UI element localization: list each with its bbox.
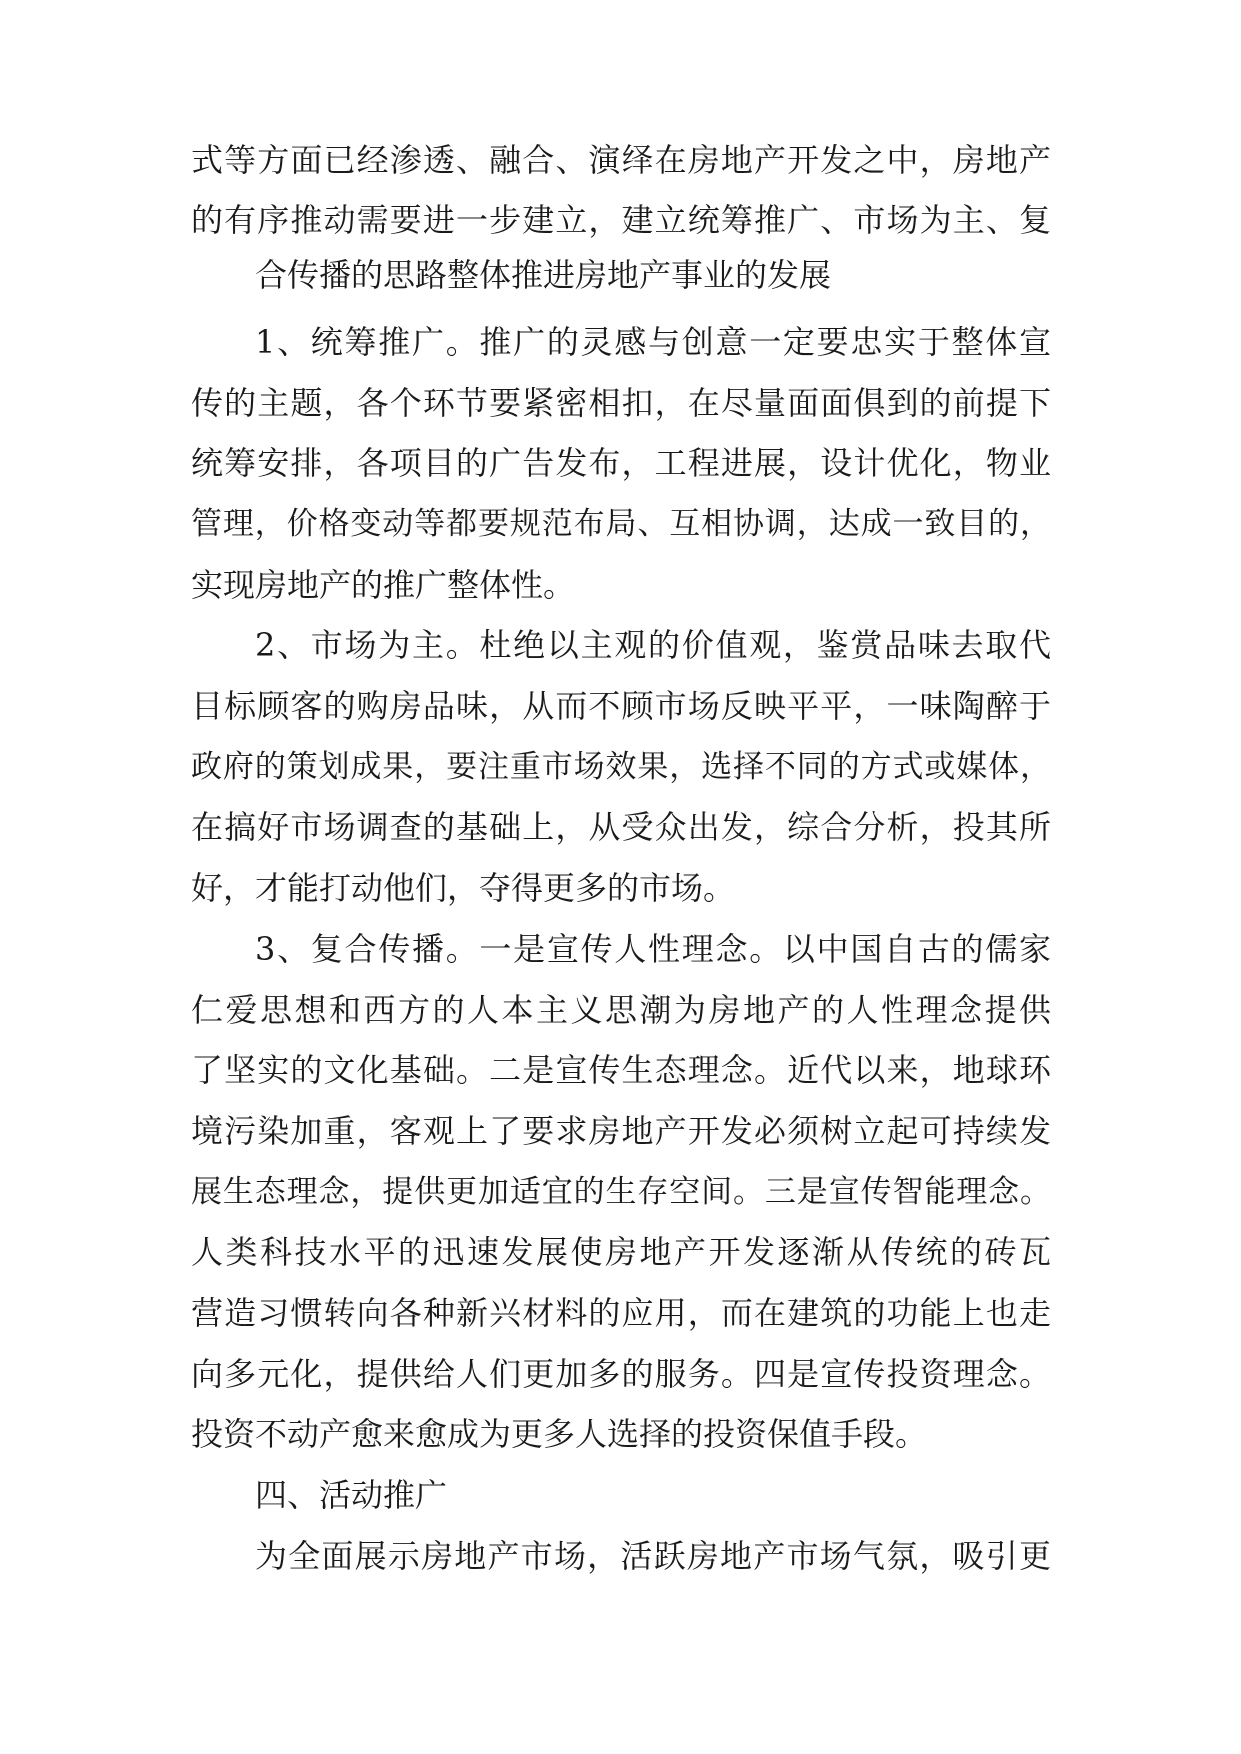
- text-line: 统筹安排，各项目的广告发布，工程进展，设计优化，物业: [191, 444, 1051, 482]
- text-line: 的有序推动需要进一步建立，建立统筹推广、市场为主、复: [191, 201, 1051, 239]
- text-line: 合传播的思路整体推进房地产事业的发展: [255, 256, 832, 294]
- text-line: 投资不动产愈来愈成为更多人选择的投资保值手段。: [191, 1415, 928, 1453]
- text-line: 向多元化，提供给人们更加多的服务。四是宣传投资理念。: [191, 1355, 1051, 1393]
- paragraph-heading: 2、市场为主。杜绝以主观的价值观，鉴赏品味去取代: [255, 626, 1051, 664]
- text-line: 营造习惯转向各种新兴材料的应用，而在建筑的功能上也走: [191, 1294, 1051, 1332]
- text-line: 好，才能打动他们，夺得更多的市场。: [191, 869, 736, 907]
- text-line: 在搞好市场调查的基础上，从受众出发，综合分析，投其所: [191, 808, 1051, 846]
- text-line: 实现房地产的推广整体性。: [191, 566, 576, 604]
- text-line: 了坚实的文化基础。二是宣传生态理念。近代以来，地球环: [191, 1051, 1051, 1089]
- section-heading: 四、活动推广: [255, 1476, 448, 1514]
- text-line: 传的主题，各个环节要紧密相扣，在尽量面面俱到的前提下: [191, 384, 1051, 422]
- text-line: 仁爱思想和西方的人本主义思潮为房地产的人性理念提供: [191, 991, 1051, 1029]
- text-line: 管理，价格变动等都要规范布局、互相协调，达成一致目的，: [191, 506, 1051, 542]
- paragraph-heading: 1、统筹推广。推广的灵感与创意一定要忠实于整体宣: [255, 323, 1051, 361]
- text-line: 境污染加重，客观上了要求房地产开发必须树立起可持续发: [191, 1112, 1051, 1150]
- text-line: 政府的策划成果，要注重市场效果，选择不同的方式或媒体，: [191, 749, 1051, 785]
- text-line: 展生态理念，提供更加适宜的生存空间。三是宣传智能理念。: [191, 1174, 1051, 1210]
- text-line: 人类科技水平的迅速发展使房地产开发逐渐从传统的砖瓦: [191, 1233, 1051, 1271]
- text-line: 目标顾客的购房品味，从而不顾市场反映平平，一味陶醉于: [191, 687, 1051, 725]
- text-line: 式等方面已经渗透、融合、演绎在房地产开发之中，房地产: [191, 141, 1051, 179]
- paragraph-heading: 3、复合传播。一是宣传人性理念。以中国自古的儒家: [255, 930, 1051, 968]
- text-line: 为全面展示房地产市场，活跃房地产市场气氛，吸引更: [255, 1537, 1051, 1575]
